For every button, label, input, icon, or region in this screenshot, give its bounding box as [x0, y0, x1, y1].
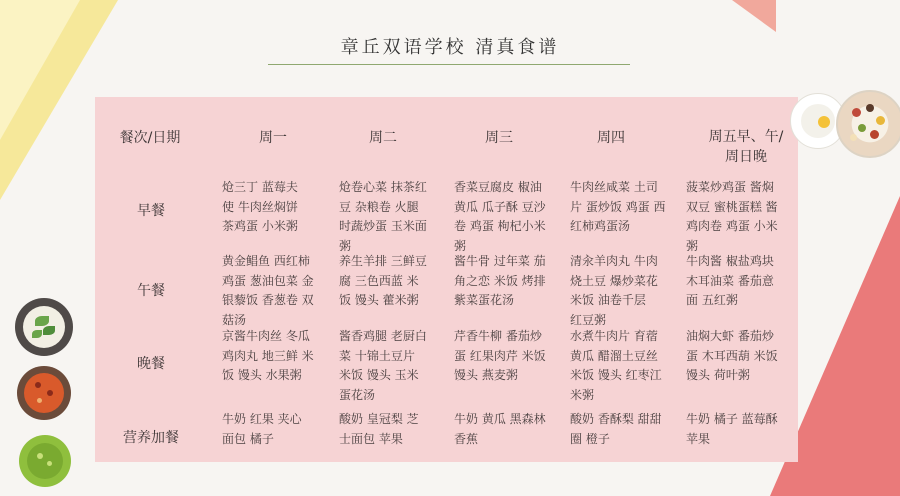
menu-line: 牛肉酱 椒盐鸡块 [686, 254, 774, 268]
topping [37, 398, 42, 403]
menu-line: 酱香鸡腿 老厨白 [339, 329, 427, 343]
row-label-dinner: 晚餐 [137, 356, 165, 372]
topping [35, 382, 41, 388]
menu-line: 芹香牛柳 番茄炒 [454, 329, 542, 343]
row-label-lunch: 午餐 [137, 283, 165, 299]
menu-line: 粥 [454, 238, 467, 253]
cell-dinner-wed [454, 327, 546, 386]
cell-snack-tue [339, 410, 419, 449]
menu-line: 红柿鸡蛋汤 [570, 219, 631, 233]
plate-inner [27, 443, 63, 479]
menu-line: 馒头 燕麦粥 [454, 368, 518, 382]
header-meal-date: 餐次/日期 [119, 130, 181, 146]
leaf [43, 326, 55, 335]
cell-breakfast-wed [454, 178, 546, 256]
menu-line: 菠菜炒鸡蛋 酱焖 [686, 180, 774, 194]
menu-line: 香蕉 [454, 431, 479, 446]
menu-line: 银藜饭 香葱卷 双 [222, 293, 314, 307]
menu-line: 米粥 [570, 387, 595, 402]
menu-line: 士面包 苹果 [339, 431, 403, 446]
salad-bowl-icon [836, 90, 900, 158]
menu-line: 片 蛋炒饭 鸡蛋 西 [570, 199, 666, 214]
topping [47, 390, 53, 396]
cell-lunch-tue [339, 252, 427, 311]
menu-line: 苹果 [686, 431, 711, 446]
topping [870, 130, 879, 139]
menu-line: 炝三丁 蓝莓夫 [222, 180, 298, 194]
menu-line: 鸡肉卷 鸡蛋 小米 [686, 219, 778, 233]
menu-line: 圈 橙子 [570, 431, 610, 446]
coral-top-triangle [732, 0, 776, 32]
cell-dinner-fri [686, 327, 778, 386]
menu-line: 双豆 蜜桃蛋糕 酱 [686, 199, 778, 214]
menu-line: 牛奶 黄瓜 黑森林 [454, 412, 546, 426]
menu-line: 酱牛骨 过年菜 茄 [454, 254, 546, 268]
header-tue: 周二 [369, 130, 397, 146]
topping [852, 108, 861, 117]
menu-line: 黄瓜 醋溜土豆丝 [570, 348, 658, 363]
header-wed: 周三 [485, 130, 513, 146]
menu-line: 时蔬炒蛋 玉米面 [339, 219, 427, 233]
menu-line: 角之恋 米饭 烤排 [454, 273, 546, 288]
menu-line: 饭 馒头 水果粥 [222, 368, 302, 382]
menu-line: 烧土豆 爆炒菜花 [570, 273, 658, 288]
green-dish-icon [19, 435, 71, 487]
cell-lunch-wed [454, 252, 546, 311]
cell-dinner-mon [222, 327, 314, 386]
cell-breakfast-tue [339, 178, 427, 256]
leaf [35, 316, 49, 326]
topping [876, 116, 885, 125]
menu-line: 粥 [339, 238, 352, 253]
menu-line: 黄瓜 瓜子酥 豆沙 [454, 199, 546, 214]
cell-snack-thu [570, 410, 662, 449]
herb-dish-icon [15, 298, 73, 356]
title-underline [268, 64, 630, 65]
tomato-dish-icon [17, 366, 71, 420]
topping [850, 134, 857, 141]
menu-line: 酸奶 皇冠梨 芝 [339, 412, 419, 426]
menu-line: 米饭 油卷千层 [570, 293, 646, 307]
menu-line: 水煮牛肉片 育蓿 [570, 329, 658, 343]
leaf [32, 330, 42, 338]
menu-line: 养生羊排 三鲜豆 [339, 254, 427, 268]
menu-line: 清汆羊肉丸 牛肉 [570, 254, 658, 268]
plate-yolk [818, 116, 830, 128]
menu-line: 腐 三色西蓝 米 [339, 273, 419, 288]
menu-line: 菜 十锦土豆片 [339, 348, 415, 363]
plate-inner [24, 373, 64, 413]
cell-lunch-thu [570, 252, 658, 330]
cell-breakfast-fri [686, 178, 778, 256]
menu-line: 面包 橘子 [222, 431, 274, 446]
menu-line: 卷 鸡蛋 枸杞小米 [454, 219, 546, 233]
menu-line: 红豆粥 [570, 312, 607, 327]
menu-line: 使 牛肉丝焖饼 [222, 199, 298, 214]
menu-line: 京酱牛肉丝 冬瓜 [222, 329, 310, 343]
menu-line: 豆 杂粮卷 火腿 [339, 199, 419, 214]
menu-line: 木耳油菜 番茄意 [686, 273, 774, 288]
row-label-breakfast: 早餐 [137, 203, 165, 219]
menu-line: 菇汤 [222, 312, 247, 327]
menu-line: 酸奶 香酥梨 甜甜 [570, 412, 662, 426]
menu-line: 饭 馒头 藿米粥 [339, 293, 419, 307]
topping [47, 461, 52, 466]
cell-dinner-thu [570, 327, 662, 405]
menu-line: 蛋 红果肉芹 米饭 [454, 348, 546, 363]
header-fri-line1: 周五早、午/ [708, 129, 784, 145]
menu-line: 牛奶 橘子 蓝莓酥 [686, 412, 778, 426]
menu-line: 炝卷心菜 抹茶红 [339, 180, 427, 194]
menu-line: 油焖大虾 番茄炒 [686, 329, 774, 343]
menu-line: 鸡蛋 葱油包菜 金 [222, 273, 314, 288]
cell-breakfast-mon [222, 178, 298, 237]
cell-dinner-tue [339, 327, 427, 405]
topping [858, 124, 866, 132]
header-fri [690, 127, 802, 167]
menu-line: 蛋花汤 [339, 387, 376, 402]
menu-line: 茶鸡蛋 小米粥 [222, 219, 298, 233]
menu-line: 牛肉丝咸菜 土司 [570, 180, 658, 194]
menu-line: 鸡肉丸 地三鲜 米 [222, 348, 314, 363]
header-fri-line2: 周日晚 [725, 149, 767, 165]
row-label-snack: 营养加餐 [123, 430, 179, 446]
topping [37, 453, 43, 459]
menu-line: 粥 [686, 238, 699, 253]
menu-line: 米饭 馒头 玉米 [339, 368, 419, 382]
page-title: 章丘双语学校 清真食谱 [340, 37, 560, 58]
topping [866, 104, 874, 112]
yellow-corner-triangle-light [0, 0, 80, 140]
header-mon: 周一 [259, 130, 287, 146]
header-thu: 周四 [597, 130, 625, 146]
menu-line: 香菜豆腐皮 椒油 [454, 180, 542, 194]
menu-line: 米饭 馒头 红枣江 [570, 368, 662, 382]
cell-breakfast-thu [570, 178, 665, 237]
menu-line: 馒头 荷叶粥 [686, 368, 750, 382]
menu-line: 紫菜蛋花汤 [454, 293, 515, 307]
menu-line: 蛋 木耳西葫 米饭 [686, 348, 778, 363]
menu-line: 牛奶 红果 夹心 [222, 412, 302, 426]
cell-lunch-mon [222, 252, 314, 330]
cell-snack-mon [222, 410, 302, 449]
cell-snack-wed [454, 410, 546, 449]
menu-line: 面 五红粥 [686, 293, 738, 307]
cell-lunch-fri [686, 252, 774, 311]
cell-snack-fri [686, 410, 778, 449]
menu-line: 黄金鲳鱼 西红柿 [222, 254, 310, 268]
